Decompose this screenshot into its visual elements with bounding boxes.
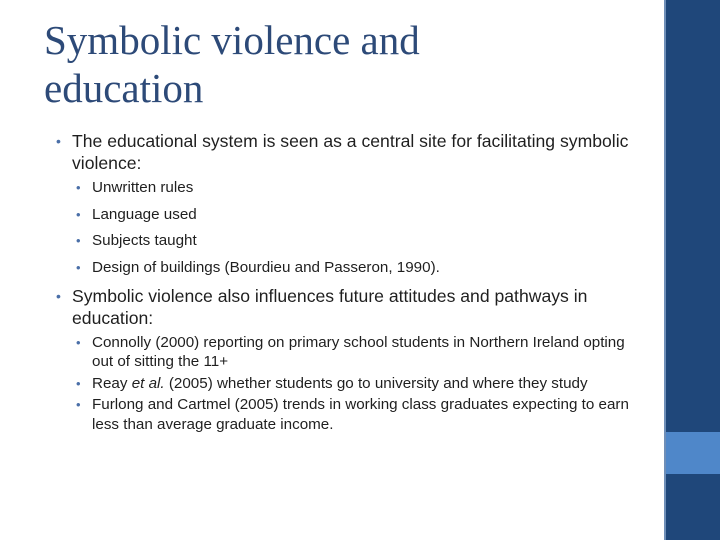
sub-bullet-item: [76, 178, 646, 197]
sub-bullet-list: [56, 178, 646, 277]
bullet-marker: •: [76, 334, 81, 350]
sub-bullet-text: Connolly (2000) reporting on primary school students in Northern Ireland opting out of sitting the 11+: [92, 333, 625, 370]
citation-et-al: et al.: [131, 374, 165, 392]
citation-author: Reay: [92, 374, 132, 392]
bullet-text: Symbolic violence also influences future attitudes and pathways in education:: [72, 285, 588, 328]
citation-reay: [92, 375, 588, 392]
sub-bullet-item: [76, 205, 646, 224]
sub-bullet-item: [76, 258, 646, 277]
sub-bullet-text: Language used: [92, 205, 197, 223]
slide-title: [44, 16, 644, 112]
sub-bullet-item: [76, 374, 646, 394]
bullet-marker: •: [76, 233, 81, 248]
bullet-educational-system: [56, 130, 646, 174]
bullet-marker: •: [76, 206, 81, 222]
sidebar-accent-block: [666, 432, 720, 474]
sub-bullet-text: Unwritten rules: [92, 179, 194, 196]
sub-bullet-text: Furlong and Cartmel (2005) trends in working class graduates expecting to earn less than average graduate income.: [92, 396, 629, 433]
sub-bullet-item: [76, 231, 646, 250]
bullet-marker: •: [76, 397, 81, 412]
slide-content: [56, 130, 646, 442]
sub-bullet-text: Design of buildings (Bourdieu and Passeron, 1990).: [92, 258, 440, 276]
bullet-text: The educational system is seen as a central site for facilitating symbolic violence:: [72, 131, 629, 173]
bullet-marker: •: [76, 259, 81, 275]
bullet-marker: •: [56, 133, 61, 149]
bullet-marker: •: [76, 180, 81, 195]
title-line-1: Symbolic violence and: [44, 17, 420, 63]
bullet-marker: •: [76, 375, 81, 391]
title-line-2: education: [44, 65, 204, 111]
sub-bullet-item: [76, 395, 646, 434]
citation-rest: (2005) whether students go to university and where they study: [164, 374, 588, 392]
bullet-future-attitudes: [56, 285, 646, 329]
sub-bullet-item: [76, 333, 646, 372]
sub-bullet-list: [56, 333, 646, 435]
sub-bullet-text: Subjects taught: [92, 232, 197, 249]
bullet-marker: •: [56, 287, 61, 304]
